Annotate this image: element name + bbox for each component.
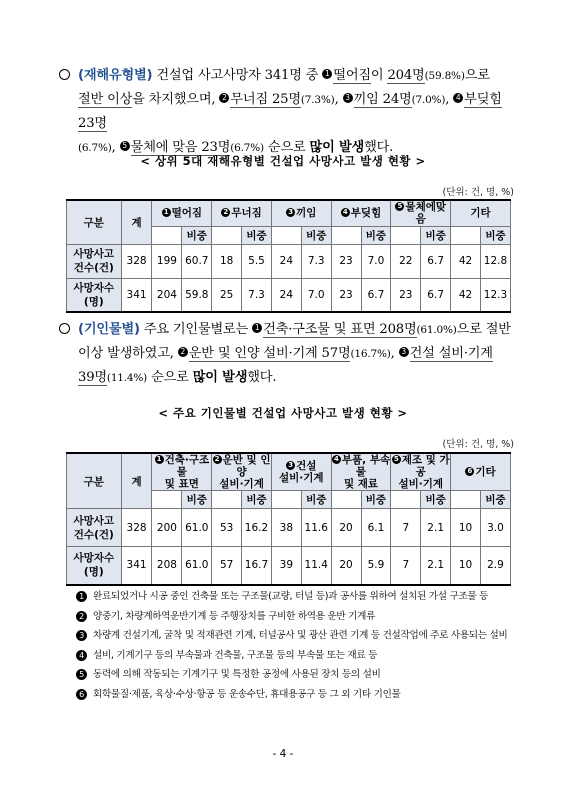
text-fragment: , xyxy=(334,92,343,107)
row-label xyxy=(67,278,122,312)
marker-1-icon: 1 xyxy=(76,591,87,602)
marker-6-icon: 6 xyxy=(465,467,474,476)
footnote-text: 차량계 건설기계, 굴착 및 적재관련 기계, 터널공사 및 광산 관련 기계 등 건설작업에 주로 사용되는 설비 xyxy=(93,630,508,641)
header-line xyxy=(212,478,271,490)
row-label xyxy=(67,509,122,547)
header-label: 부딪힘 xyxy=(350,207,382,220)
header-ratio: 비중 xyxy=(301,491,331,509)
table-cell: 2.1 xyxy=(421,509,451,547)
table-cell: 42 xyxy=(451,278,481,312)
bullet-icon xyxy=(59,323,70,334)
header-line xyxy=(391,454,450,478)
table-cell: 204 xyxy=(152,278,182,312)
marker-5-icon: 5 xyxy=(395,202,404,211)
table-cell: 3.0 xyxy=(480,509,510,547)
marker-2-icon: 2 xyxy=(76,611,87,622)
footnote-item xyxy=(76,646,516,666)
table-cell: 38 xyxy=(271,509,301,547)
text-fragment: 절반 이상 xyxy=(78,92,133,107)
type-falling-object: 물체에 맞음 23명 xyxy=(130,140,231,155)
table-cell: 60.7 xyxy=(182,244,212,278)
text-fragment: 했다. xyxy=(364,140,394,155)
header-category xyxy=(391,200,451,226)
type-collapse: 무너짐 25명 xyxy=(230,92,301,107)
section2-line1 xyxy=(59,318,519,342)
header-label: 건설 xyxy=(296,460,317,472)
table-cell: 23 xyxy=(391,278,421,312)
row-label-line: 사망사고 xyxy=(73,248,115,260)
cell-blank xyxy=(212,491,242,509)
header-total: 계 xyxy=(121,200,152,244)
cell-blank xyxy=(271,491,301,509)
table-cell: 7.0 xyxy=(301,278,331,312)
table-cell: 328 xyxy=(121,244,152,278)
table-cell: 53 xyxy=(212,509,242,547)
marker-2-icon: 2 xyxy=(213,455,222,464)
footnote-text: 양중기, 차량계하역운반기계 등 주행장치를 구비한 하역용 운반 기계류 xyxy=(93,610,376,622)
table-cell: 25 xyxy=(212,278,242,312)
header-category xyxy=(212,453,272,491)
header-category xyxy=(212,200,272,226)
text-fragment: 순으로 xyxy=(147,370,193,385)
header-line xyxy=(272,207,331,219)
footnote-item xyxy=(76,607,516,627)
marker-3-icon: 3 xyxy=(76,630,87,641)
header-category xyxy=(331,200,391,226)
table-cell: 12.8 xyxy=(480,244,510,278)
row-label-line: 사망사고 xyxy=(73,514,115,527)
header-label: 부품, 부속물 xyxy=(341,454,391,478)
cell-blank xyxy=(271,226,301,244)
marker-3-icon: 3 xyxy=(286,208,295,217)
table-causal-object xyxy=(66,452,511,586)
header-ratio: 비중 xyxy=(361,226,391,244)
table1-caption: < 상위 5대 재해유형별 건설업 사망사고 발생 현황 > xyxy=(140,154,426,168)
table-cell: 20 xyxy=(331,509,361,547)
header-group: 구분 xyxy=(67,200,122,244)
cell-blank xyxy=(212,226,242,244)
text-fragment: , xyxy=(390,346,399,361)
header-label: 무너짐 xyxy=(231,207,262,220)
table-header-row xyxy=(67,200,511,226)
table-cell: 199 xyxy=(152,244,182,278)
text-emphasis: 많이 발생 xyxy=(309,140,365,155)
marker-4-icon: 4 xyxy=(332,455,341,464)
text-fragment: 이 xyxy=(370,68,388,83)
header-ratio: 비중 xyxy=(182,491,212,509)
marker-3-icon: 3 xyxy=(399,347,409,357)
header-category xyxy=(331,453,391,491)
header-label: 물체에맞음 xyxy=(405,201,446,226)
marker-1-icon: 1 xyxy=(162,208,171,217)
table-cell: 7.3 xyxy=(301,244,331,278)
object-construction-count: 39명 xyxy=(78,370,107,385)
header-ratio: 비중 xyxy=(421,226,451,244)
table-cell: 16.2 xyxy=(242,509,272,547)
header-label: 제조 및 가공 xyxy=(401,454,450,478)
header-ratio: 비중 xyxy=(182,226,212,244)
table-cell: 10 xyxy=(451,509,481,547)
header-line xyxy=(332,207,391,219)
table-cell: 20 xyxy=(331,547,361,585)
type-fall-pct: (59.8%) xyxy=(424,70,465,82)
table2-caption: < 주요 기인물별 건설업 사망사고 발생 현황 > xyxy=(158,406,408,420)
section1-line2: 절반 이상을 차지했으며, 2 무너짐 25명(7.3%), 3 끼임 24명(7.0%), 4 부딪힘 23명 xyxy=(78,92,502,131)
type-collapse-pct: (7.3%) xyxy=(300,94,335,106)
header-line xyxy=(391,478,450,490)
section2-tag: (기인물별) xyxy=(78,322,140,337)
table-cell: 6.7 xyxy=(421,278,451,312)
table-cell: 12.3 xyxy=(480,278,510,312)
footnote-text: 회학물질·제품, 육상·수상·항공 등 운송수단, 휴대용공구 등 그 외 기타 기인물 xyxy=(93,688,401,700)
table-cell: 42 xyxy=(451,244,481,278)
header-line xyxy=(451,466,510,478)
header-total: 계 xyxy=(121,453,152,509)
marker-3-icon: 3 xyxy=(343,93,353,103)
type-struck-pct: (6.7%) xyxy=(78,142,112,154)
table-cell: 7.0 xyxy=(361,244,391,278)
table-cell: 2.9 xyxy=(480,547,510,585)
header-label: 끼임 xyxy=(296,207,317,220)
header-line xyxy=(332,454,391,478)
type-struck: 부딪힘 23명 xyxy=(78,92,502,131)
type-falling-object-pct: (6.7%) xyxy=(230,142,264,154)
header-label: 및 재료 xyxy=(343,478,379,490)
table-cell: 200 xyxy=(152,509,182,547)
footnote-text: 동력에 의해 작동되는 기계기구 및 특정한 공정에 사용된 장치 등의 설비 xyxy=(93,669,381,680)
table-cell: 11.4 xyxy=(301,547,331,585)
row-label-line: 건수(건) xyxy=(73,528,114,541)
bullet-icon xyxy=(59,69,70,80)
section-accident-type xyxy=(59,64,519,160)
footnote-item xyxy=(76,587,516,607)
header-ratio: 비중 xyxy=(242,226,272,244)
table-cell: 59.8 xyxy=(182,278,212,312)
footnote-text: 설비, 기계기구 등의 부속물과 건축물, 구조물 등의 부속물 또는 재료 등 xyxy=(93,649,378,661)
header-label: 설비·기계 xyxy=(219,478,264,490)
header-category xyxy=(271,453,331,491)
cell-blank xyxy=(331,491,361,509)
header-label: 및 표면 xyxy=(164,478,199,490)
table-cell: 23 xyxy=(331,244,361,278)
section1-tag: (재해유형별) xyxy=(78,68,153,83)
table-row xyxy=(67,244,511,278)
header-label: 설비·기계 xyxy=(279,472,324,484)
header-category xyxy=(451,200,511,226)
table-row xyxy=(67,547,511,585)
marker-4-icon: 4 xyxy=(76,650,87,661)
row-label xyxy=(67,547,122,585)
table1-unit: (단위: 건, 명, %) xyxy=(442,187,514,198)
table-cell: 208 xyxy=(152,547,182,585)
header-label: 설비·기계 xyxy=(398,478,443,490)
header-line xyxy=(152,478,211,490)
cell-blank xyxy=(391,491,421,509)
section-causal-object xyxy=(59,318,519,390)
marker-6-icon: 6 xyxy=(76,689,87,700)
table-cell: 328 xyxy=(121,509,152,547)
header-line xyxy=(212,207,271,219)
table-cell: 22 xyxy=(391,244,421,278)
footnote-item xyxy=(76,685,516,705)
text-fragment: 을 차지했으며, xyxy=(132,92,220,107)
header-label: 기타 xyxy=(475,466,496,478)
header-label: 운반 및 인양 xyxy=(222,454,271,478)
marker-1-icon: 1 xyxy=(252,323,262,333)
marker-2-icon: 2 xyxy=(221,208,230,217)
header-line xyxy=(272,460,331,472)
type-caught: 끼임 24명 xyxy=(353,92,412,107)
table-cell: 10 xyxy=(451,547,481,585)
table-cell: 5.5 xyxy=(242,244,272,278)
table-cell: 11.6 xyxy=(301,509,331,547)
table-row xyxy=(67,509,511,547)
header-label: 떨어짐 xyxy=(171,207,203,220)
text-fragment: 으로 절반 xyxy=(456,322,511,337)
header-category xyxy=(152,200,212,226)
type-fall-count: 204명 xyxy=(387,68,425,83)
table-cell: 61.0 xyxy=(182,509,212,547)
section1-line3: (6.7%), 5 물체에 맞음 23명(6.7%) 순으로 많이 발생했다. xyxy=(78,140,394,155)
header-line xyxy=(451,207,510,219)
marker-3-icon: 3 xyxy=(286,461,295,470)
cell-blank xyxy=(152,226,182,244)
page-number: - 4 - xyxy=(272,748,294,760)
table-cell: 16.7 xyxy=(242,547,272,585)
marker-2-icon: 2 xyxy=(219,93,229,103)
object-transport-pct: (16.7%) xyxy=(350,348,391,360)
cell-blank xyxy=(152,491,182,509)
cell-blank xyxy=(451,491,481,509)
object-transport: 운반 및 인양 설비·기계 57명 xyxy=(188,346,351,361)
table-cell: 23 xyxy=(331,278,361,312)
type-caught-pct: (7.0%) xyxy=(411,94,446,106)
table-header-row xyxy=(67,453,511,491)
marker-4-icon: 4 xyxy=(453,93,463,103)
row-label-line: 건수(건) xyxy=(73,262,114,274)
header-category xyxy=(271,200,331,226)
header-line xyxy=(152,207,211,219)
header-ratio: 비중 xyxy=(421,491,451,509)
marker-1-icon: 1 xyxy=(155,455,164,464)
object-construction: 건설 설비·기계 xyxy=(409,346,493,361)
header-ratio: 비중 xyxy=(361,491,391,509)
row-label-line: 사망자수(명) xyxy=(73,281,115,308)
footnote-text: 완료되었거나 시공 중인 건축물 또는 구조물(교량, 터널 등)과 공사를 위하여 설치된 가설 구조물 등 xyxy=(93,591,489,602)
section1-text: 건설업 사고사망자 341명 중 xyxy=(156,68,323,83)
table-cell: 61.0 xyxy=(182,547,212,585)
section2-text: 주요 기인물별로는 xyxy=(143,322,253,337)
table-cell: 341 xyxy=(121,278,152,312)
table-cell: 6.7 xyxy=(421,244,451,278)
header-ratio: 비중 xyxy=(301,226,331,244)
object-building: 건축·구조물 및 표면 208명 xyxy=(263,322,417,337)
row-label-line: 사망자수(명) xyxy=(73,552,115,579)
cell-blank xyxy=(331,226,361,244)
table-cell: 2.1 xyxy=(421,547,451,585)
marker-5-icon: 5 xyxy=(120,141,130,151)
table-row xyxy=(67,278,511,312)
section2-line2 xyxy=(59,342,519,366)
table-accident-type xyxy=(66,199,511,313)
marker-1-icon: 1 xyxy=(322,69,332,79)
header-group: 구분 xyxy=(67,453,122,509)
text-emphasis: 많이 발생 xyxy=(192,370,248,385)
table-cell: 18 xyxy=(212,244,242,278)
text-fragment: 순으로 xyxy=(263,140,310,155)
header-category xyxy=(391,453,451,491)
text-fragment: 했다. xyxy=(247,370,277,385)
marker-2-icon: 2 xyxy=(178,347,188,357)
header-line xyxy=(272,472,331,484)
header-line xyxy=(152,454,211,478)
table-cell: 7 xyxy=(391,547,421,585)
section2-line3 xyxy=(59,366,519,390)
table2-unit: (단위: 건, 명, %) xyxy=(442,439,514,450)
footnote-item xyxy=(76,626,516,646)
header-ratio: 비중 xyxy=(480,491,510,509)
marker-5-icon: 5 xyxy=(76,669,87,680)
section1-line1 xyxy=(59,64,519,88)
header-label: 기타 xyxy=(470,207,491,220)
marker-5-icon: 5 xyxy=(392,455,401,464)
text-fragment: 으로 xyxy=(464,68,490,83)
header-category xyxy=(152,453,212,491)
table-cell: 7 xyxy=(391,509,421,547)
object-construction-pct: (11.4%) xyxy=(106,372,148,384)
table-cell: 24 xyxy=(271,244,301,278)
header-line xyxy=(212,454,271,478)
header-label: 건축·구조물 xyxy=(164,454,210,478)
table-cell: 39 xyxy=(271,547,301,585)
type-fall: 떨어짐 xyxy=(333,68,371,83)
cell-blank xyxy=(391,226,421,244)
table-cell: 341 xyxy=(121,547,152,585)
text-fragment: 이상 발생하였고, xyxy=(78,346,178,361)
table-cell: 5.9 xyxy=(361,547,391,585)
table-cell: 6.1 xyxy=(361,509,391,547)
footnotes xyxy=(76,587,516,704)
row-label xyxy=(67,244,122,278)
table-cell: 24 xyxy=(271,278,301,312)
header-ratio: 비중 xyxy=(242,491,272,509)
object-building-pct: (61.0%) xyxy=(416,324,457,336)
table-cell: 6.7 xyxy=(361,278,391,312)
cell-blank xyxy=(451,226,481,244)
header-line xyxy=(391,201,450,225)
header-category xyxy=(451,453,511,491)
header-line xyxy=(332,478,391,490)
marker-4-icon: 4 xyxy=(341,208,350,217)
table-cell: 7.3 xyxy=(242,278,272,312)
header-ratio: 비중 xyxy=(480,226,510,244)
table-cell: 57 xyxy=(212,547,242,585)
footnote-item xyxy=(76,665,516,685)
